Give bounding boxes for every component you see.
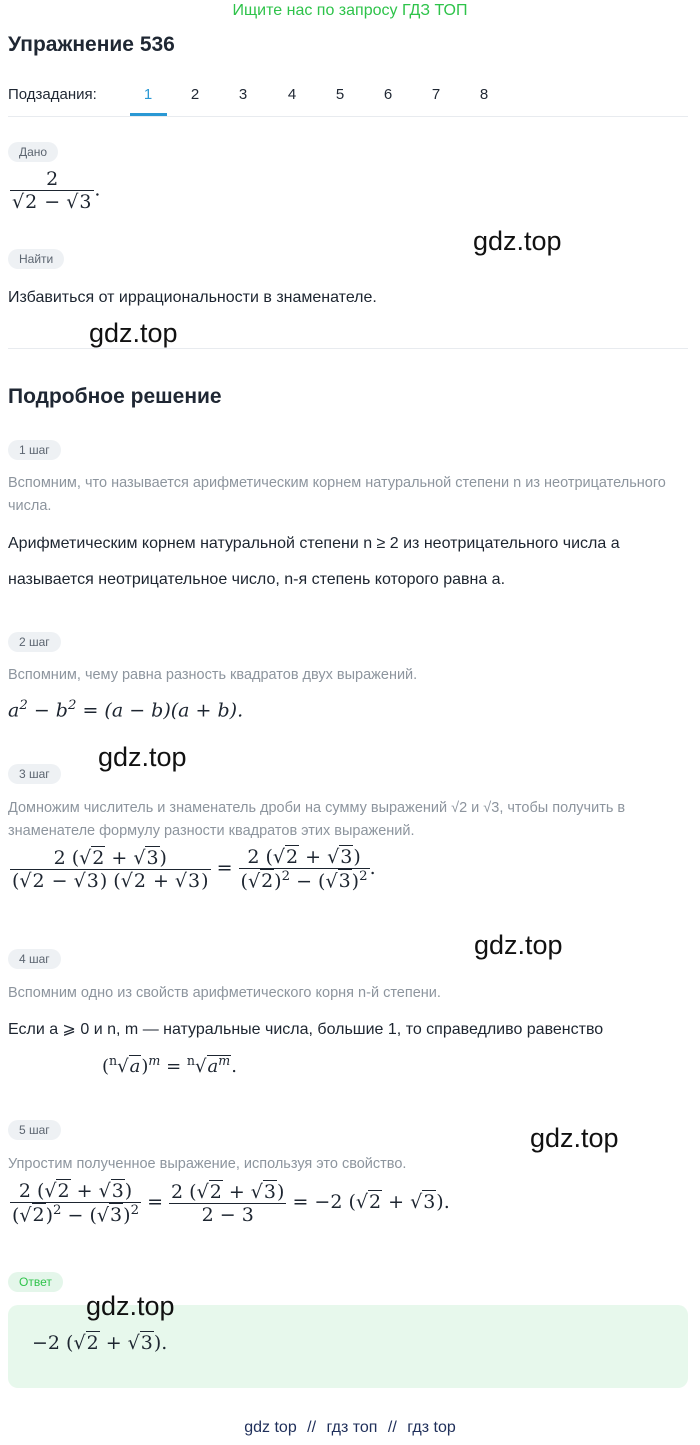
tab-4[interactable]: 4 [287, 86, 297, 103]
tab-5[interactable]: 5 [335, 86, 345, 103]
tab-1[interactable]: 1 [143, 86, 153, 103]
watermark: gdz.top [474, 930, 563, 960]
step-2-formula: $a^2 - b^2 = (a - b)(a + b)$. [8, 698, 244, 722]
watermark: gdz.top [98, 742, 187, 772]
tab-3[interactable]: 3 [238, 86, 248, 103]
step-5-formula: $\frac{2 (√2 + √3)}{(√2)^2 - (√3)^2}$ = $\frac{2 (√2 + √3)}{2 - 3}$ = −2 (√2 + √3). [12, 1180, 450, 1227]
footer-link[interactable]: гдз top [407, 1419, 456, 1436]
subtasks-label: Подзадания: [8, 86, 97, 103]
tab-6[interactable]: 6 [383, 86, 393, 103]
step-4-pill: 4 шаг [8, 949, 61, 969]
given-expression: $\frac{2}{√2 - √3}$ . [12, 168, 101, 213]
watermark: gdz.top [86, 1291, 175, 1321]
watermark: gdz.top [530, 1123, 619, 1153]
tab-8[interactable]: 8 [479, 86, 489, 103]
footer-separator: // [307, 1419, 317, 1436]
step-5-pill: 5 шаг [8, 1120, 61, 1140]
footer-link[interactable]: gdz top [244, 1419, 297, 1436]
step-4-text: Если a ⩾ 0 и n, m — натуральные числа, большие 1, то справедливо равенство [8, 1021, 604, 1038]
answer-pill: Ответ [8, 1272, 63, 1292]
step-1-hint: Вспомним, что называется арифметическим корнем натуральной степени n из неотрицательного числа. [8, 475, 666, 514]
step-4-formula: $(^n√a)^m = ^n√a^m$. [102, 1053, 237, 1077]
active-tab-indicator [130, 113, 167, 116]
find-text: Избавиться от иррациональности в знаменателе. [8, 289, 377, 306]
watermark: gdz.top [473, 226, 562, 256]
top-banner[interactable]: Ищите нас по запросу ГДЗ ТОП [232, 2, 468, 19]
step-3-pill: 3 шаг [8, 764, 61, 784]
find-pill: Найти [8, 249, 64, 269]
footer-separator: // [387, 1419, 397, 1436]
footer-links [0, 1419, 700, 1437]
step-2-hint: Вспомним, чему равна разность квадратов двух выражений. [8, 667, 418, 683]
subtask-tabs [8, 86, 688, 117]
step-3-hint: Домножим числитель и знаменатель дроби на сумму выражений √2 и √3, чтобы получить в знаменателе формулу разности квадратов этих выражений. [8, 800, 626, 839]
step-3-formula: $\frac{2 (√2 + √3)}{(√2 - √3) (√2 + √3)}$ = $\frac{2 (√2 + √3)}{(√2)^2 - (√3)^2}$ . [12, 846, 376, 893]
step-1-pill: 1 шаг [8, 440, 61, 460]
solution-title: Подробное решение [8, 385, 222, 408]
given-pill: Дано [8, 142, 58, 162]
footer-link[interactable]: гдз топ [326, 1419, 378, 1436]
tab-7[interactable]: 7 [431, 86, 441, 103]
step-1-text: Арифметическим корнем натуральной степени n ≥ 2 из неотрицательного числа a называется неотрицательное число, n-я степень которого равна a. [8, 535, 620, 588]
exercise-title: Упражнение 536 [8, 33, 175, 56]
step-5-hint: Упростим полученное выражение, используя это свойство. [8, 1156, 407, 1172]
answer-formula: −2 (√2 + √3). [32, 1332, 168, 1354]
step-2-pill: 2 шаг [8, 632, 61, 652]
watermark: gdz.top [89, 318, 178, 348]
step-4-hint: Вспомним одно из свойств арифметического корня n-й степени. [8, 985, 441, 1001]
tab-2[interactable]: 2 [190, 86, 200, 103]
